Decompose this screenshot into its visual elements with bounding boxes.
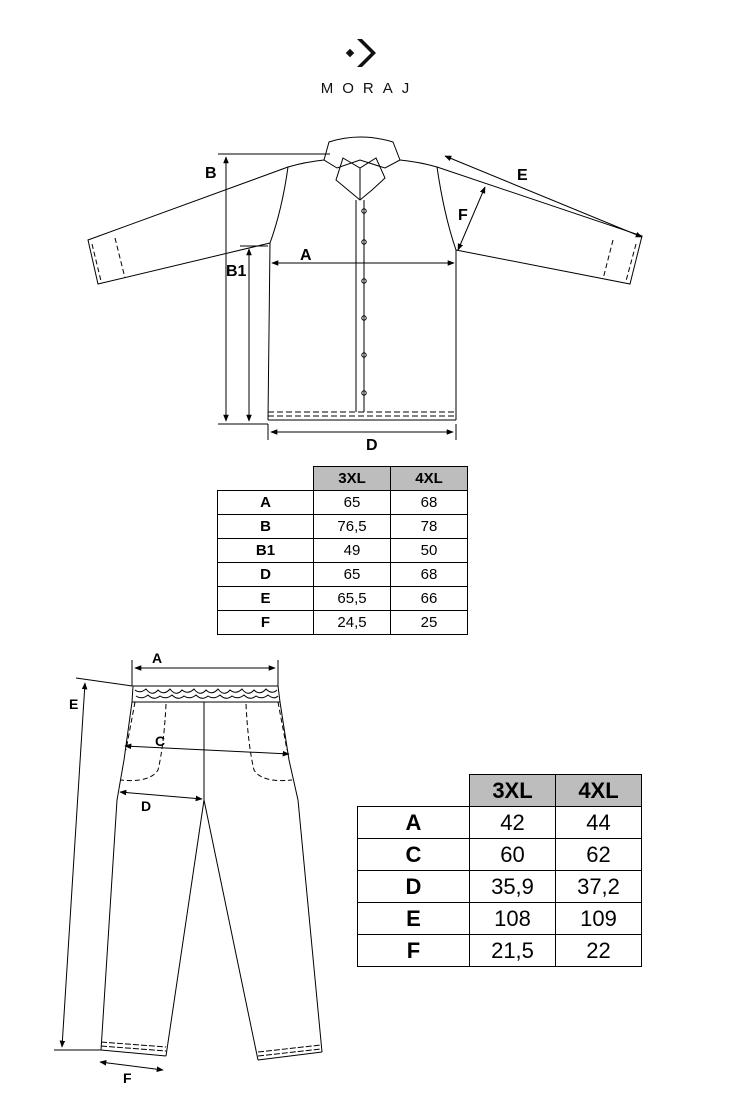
shirt-left-sleeve [88, 167, 288, 284]
table-corner [218, 467, 314, 491]
pants-label-d: D [141, 798, 152, 814]
table-cell: 109 [556, 903, 642, 935]
table-row [218, 611, 468, 635]
shirt-right-sleeve [437, 167, 642, 284]
row-label: B1 [218, 539, 314, 563]
table-row [218, 587, 468, 611]
shirt-label-b1: B1 [226, 263, 247, 280]
table-row [218, 539, 468, 563]
table-cell: 78 [391, 515, 468, 539]
brand-name: MORAJ [320, 80, 419, 97]
shirt-size-table [217, 466, 468, 635]
shirt-label-b: B [205, 165, 217, 182]
table-row [358, 935, 642, 967]
table-cell: 21,5 [470, 935, 556, 967]
pants-size-table [357, 774, 642, 967]
pants-dimensions [54, 660, 289, 1070]
shirt-label-f: F [458, 207, 468, 224]
table-row [358, 839, 642, 871]
shirt-label-a: A [300, 247, 312, 264]
pants-label-e: E [69, 696, 79, 712]
shirt-drawing [88, 137, 642, 420]
table-cell: 42 [470, 807, 556, 839]
row-label: C [358, 839, 470, 871]
row-label: A [358, 807, 470, 839]
row-label: A [218, 491, 314, 515]
table-row [358, 807, 642, 839]
table-header-row [358, 775, 642, 807]
pants-label-c: C [155, 733, 166, 749]
table-row [358, 903, 642, 935]
dim-line-pants-c [125, 746, 289, 754]
size-header: 4XL [556, 775, 642, 807]
pants-outer-right [280, 702, 322, 1052]
table-cell: 25 [391, 611, 468, 635]
shirt-collar [324, 137, 400, 168]
table-cell: 24,5 [314, 611, 391, 635]
table-cell: 65 [314, 563, 391, 587]
table-cell: 49 [314, 539, 391, 563]
table-cell: 65,5 [314, 587, 391, 611]
table-cell: 44 [556, 807, 642, 839]
pants-label-a: A [152, 650, 163, 666]
table-cell: 60 [470, 839, 556, 871]
shirt-label-d: D [366, 437, 378, 454]
table-cell: 66 [391, 587, 468, 611]
table-cell: 108 [470, 903, 556, 935]
table-cell: 68 [391, 491, 468, 515]
table-cell: 76,5 [314, 515, 391, 539]
row-label: E [358, 903, 470, 935]
table-row [358, 871, 642, 903]
row-label: B [218, 515, 314, 539]
shirt-left-body [268, 160, 324, 420]
table-cell: 37,2 [556, 871, 642, 903]
dim-line-e [445, 156, 642, 237]
table-cell: 35,9 [470, 871, 556, 903]
size-header: 3XL [470, 775, 556, 807]
shirt-right-body [400, 160, 456, 420]
shirt-label-e: E [517, 167, 528, 184]
row-label: D [218, 563, 314, 587]
table-cell: 65 [314, 491, 391, 515]
row-label: F [218, 611, 314, 635]
table-cell: 68 [391, 563, 468, 587]
pants-outer-left [101, 702, 132, 1050]
size-header: 4XL [391, 467, 468, 491]
table-cell: 62 [556, 839, 642, 871]
table-row [218, 515, 468, 539]
pants-drawing [101, 686, 322, 1060]
pants-waistband [132, 686, 280, 702]
pants-inseam [166, 800, 258, 1060]
shirt-dimensions [218, 154, 642, 440]
table-row [218, 563, 468, 587]
size-header: 3XL [314, 467, 391, 491]
table-row [218, 491, 468, 515]
table-cell: 22 [556, 935, 642, 967]
row-label: D [358, 871, 470, 903]
table-cell: 50 [391, 539, 468, 563]
dim-line-pants-d [120, 792, 202, 799]
table-header-row [218, 467, 468, 491]
pants-label-f: F [123, 1070, 132, 1086]
dim-line-pants-f [100, 1062, 163, 1070]
row-label: E [218, 587, 314, 611]
table-corner [358, 775, 470, 807]
row-label: F [358, 935, 470, 967]
dim-line-pants-e [62, 683, 85, 1047]
